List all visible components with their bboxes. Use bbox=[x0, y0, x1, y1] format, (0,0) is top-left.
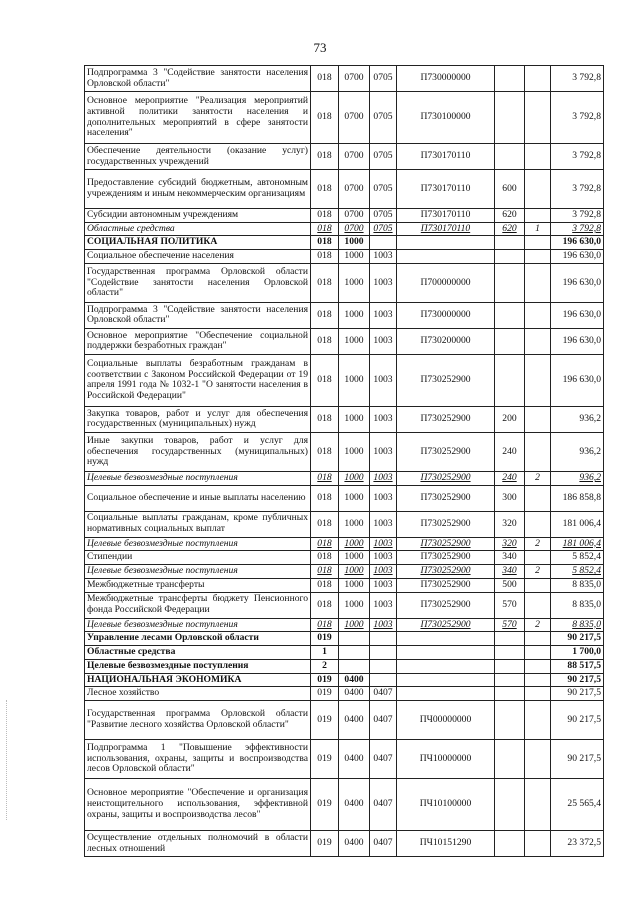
row-podrazdel bbox=[370, 659, 397, 673]
row-target-article: П730170110 bbox=[397, 144, 495, 170]
row-target-article: ПЧ00000000 bbox=[397, 701, 495, 740]
row-name: Межбюджетные трансферты бюджету Пенсионного фонда Российской Федерации bbox=[85, 592, 311, 618]
row-target-article: П730252900 bbox=[397, 618, 495, 632]
row-glava: 018 bbox=[311, 432, 339, 471]
row-podrazdel: 0705 bbox=[370, 222, 397, 236]
row-amount: 3 792,8 bbox=[551, 66, 604, 92]
row-podrazdel: 0407 bbox=[370, 687, 397, 701]
row-razdel: 1000 bbox=[339, 406, 370, 432]
row-glava: 019 bbox=[311, 632, 339, 646]
table-row bbox=[85, 551, 604, 565]
row-source-code bbox=[525, 511, 551, 537]
row-name: Целевые безвозмездные поступления bbox=[85, 659, 311, 673]
row-razdel: 1000 bbox=[339, 250, 370, 264]
row-razdel: 1000 bbox=[339, 592, 370, 618]
row-razdel: 1000 bbox=[339, 565, 370, 579]
row-glava: 018 bbox=[311, 565, 339, 579]
row-expense-type bbox=[495, 302, 525, 328]
row-target-article: П730252900 bbox=[397, 432, 495, 471]
row-podrazdel: 1003 bbox=[370, 250, 397, 264]
row-podrazdel: 0407 bbox=[370, 701, 397, 740]
row-name: Иные закупки товаров, работ и услуг для обеспечения государственных (муниципальных) нужд bbox=[85, 432, 311, 471]
row-podrazdel bbox=[370, 632, 397, 646]
row-razdel: 1000 bbox=[339, 511, 370, 537]
row-amount: 8 835,0 bbox=[551, 618, 604, 632]
table-row bbox=[85, 209, 604, 223]
row-expense-type bbox=[495, 66, 525, 92]
row-expense-type bbox=[495, 263, 525, 302]
row-razdel: 0400 bbox=[339, 779, 370, 831]
row-expense-type: 300 bbox=[495, 485, 525, 511]
row-amount: 196 630,0 bbox=[551, 250, 604, 264]
row-razdel: 0700 bbox=[339, 222, 370, 236]
row-glava: 018 bbox=[311, 170, 339, 209]
row-razdel: 1000 bbox=[339, 618, 370, 632]
row-target-article: П730252900 bbox=[397, 537, 495, 551]
budget-table-body bbox=[85, 66, 604, 857]
row-podrazdel: 0407 bbox=[370, 831, 397, 857]
row-target-article bbox=[397, 250, 495, 264]
row-podrazdel: 1003 bbox=[370, 551, 397, 565]
row-razdel: 0400 bbox=[339, 740, 370, 779]
row-source-code bbox=[525, 406, 551, 432]
table-row bbox=[85, 328, 604, 354]
row-expense-type bbox=[495, 659, 525, 673]
row-amount: 90 217,5 bbox=[551, 632, 604, 646]
margin-artifact bbox=[6, 700, 11, 820]
row-glava: 019 bbox=[311, 831, 339, 857]
row-name: Межбюджетные трансферты bbox=[85, 578, 311, 592]
table-row bbox=[85, 92, 604, 144]
row-podrazdel: 1003 bbox=[370, 485, 397, 511]
table-row bbox=[85, 537, 604, 551]
row-source-code bbox=[525, 779, 551, 831]
row-glava: 018 bbox=[311, 66, 339, 92]
row-expense-type: 200 bbox=[495, 406, 525, 432]
row-glava: 018 bbox=[311, 250, 339, 264]
row-expense-type: 570 bbox=[495, 592, 525, 618]
row-target-article: П730200000 bbox=[397, 328, 495, 354]
row-amount: 936,2 bbox=[551, 471, 604, 485]
row-podrazdel: 0407 bbox=[370, 779, 397, 831]
row-name: Государственная программа Орловской области "Развитие лесного хозяйства Орловской области" bbox=[85, 701, 311, 740]
table-row bbox=[85, 471, 604, 485]
row-razdel: 0700 bbox=[339, 170, 370, 209]
row-source-code bbox=[525, 485, 551, 511]
row-podrazdel: 0705 bbox=[370, 66, 397, 92]
row-name: Основное мероприятие "Реализация мероприятий активной политики занятости населения и дополнительных мероприятий в сфере занятости населения" bbox=[85, 92, 311, 144]
row-podrazdel bbox=[370, 673, 397, 687]
row-target-article: ПЧ10151290 bbox=[397, 831, 495, 857]
row-expense-type: 620 bbox=[495, 209, 525, 223]
row-podrazdel: 1003 bbox=[370, 578, 397, 592]
row-glava: 018 bbox=[311, 471, 339, 485]
row-source-code bbox=[525, 432, 551, 471]
row-amount: 181 006,4 bbox=[551, 511, 604, 537]
row-amount: 3 792,8 bbox=[551, 170, 604, 209]
row-source-code: 2 bbox=[525, 471, 551, 485]
row-amount: 936,2 bbox=[551, 406, 604, 432]
row-expense-type bbox=[495, 740, 525, 779]
row-amount: 25 565,4 bbox=[551, 779, 604, 831]
row-source-code bbox=[525, 646, 551, 660]
table-row bbox=[85, 673, 604, 687]
row-source-code bbox=[525, 687, 551, 701]
row-target-article bbox=[397, 646, 495, 660]
row-target-article: П700000000 bbox=[397, 263, 495, 302]
row-target-article: П730252900 bbox=[397, 406, 495, 432]
row-source-code: 2 bbox=[525, 565, 551, 579]
row-target-article bbox=[397, 632, 495, 646]
row-amount: 1 700,0 bbox=[551, 646, 604, 660]
row-razdel: 1000 bbox=[339, 485, 370, 511]
row-source-code bbox=[525, 701, 551, 740]
row-name: Целевые безвозмездные поступления bbox=[85, 537, 311, 551]
row-podrazdel: 0705 bbox=[370, 144, 397, 170]
table-row bbox=[85, 618, 604, 632]
row-name: Управление лесами Орловской области bbox=[85, 632, 311, 646]
row-expense-type: 340 bbox=[495, 551, 525, 565]
row-name: Целевые безвозмездные поступления bbox=[85, 618, 311, 632]
row-expense-type: 600 bbox=[495, 170, 525, 209]
row-expense-type bbox=[495, 646, 525, 660]
row-source-code: 2 bbox=[525, 537, 551, 551]
row-razdel: 0400 bbox=[339, 831, 370, 857]
row-amount: 90 217,5 bbox=[551, 687, 604, 701]
table-row bbox=[85, 406, 604, 432]
row-amount: 196 630,0 bbox=[551, 263, 604, 302]
row-target-article: ПЧ10000000 bbox=[397, 740, 495, 779]
row-amount: 8 835,0 bbox=[551, 592, 604, 618]
row-target-article: П730252900 bbox=[397, 565, 495, 579]
row-source-code bbox=[525, 632, 551, 646]
row-name: Подпрограмма 3 "Содействие занятости населения Орловской области" bbox=[85, 302, 311, 328]
row-target-article bbox=[397, 673, 495, 687]
table-row bbox=[85, 485, 604, 511]
row-expense-type bbox=[495, 831, 525, 857]
row-razdel: 1000 bbox=[339, 354, 370, 406]
row-target-article: П730252900 bbox=[397, 471, 495, 485]
row-target-article: П730252900 bbox=[397, 551, 495, 565]
row-podrazdel: 1003 bbox=[370, 263, 397, 302]
row-glava: 018 bbox=[311, 485, 339, 511]
row-amount: 90 217,5 bbox=[551, 740, 604, 779]
row-target-article bbox=[397, 236, 495, 250]
row-razdel: 1000 bbox=[339, 537, 370, 551]
row-amount: 90 217,5 bbox=[551, 673, 604, 687]
table-row bbox=[85, 263, 604, 302]
table-row bbox=[85, 831, 604, 857]
row-expense-type bbox=[495, 673, 525, 687]
table-row bbox=[85, 236, 604, 250]
row-glava: 018 bbox=[311, 92, 339, 144]
row-glava: 018 bbox=[311, 578, 339, 592]
row-expense-type bbox=[495, 632, 525, 646]
row-podrazdel: 1003 bbox=[370, 328, 397, 354]
row-podrazdel: 1003 bbox=[370, 618, 397, 632]
row-glava: 018 bbox=[311, 209, 339, 223]
row-source-code bbox=[525, 354, 551, 406]
row-name: Целевые безвозмездные поступления bbox=[85, 471, 311, 485]
row-name: Основное мероприятие "Обеспечение и организация неистощительного использования, эффективной охраны, защиты и воспроизводства лесов" bbox=[85, 779, 311, 831]
row-name: Основное мероприятие "Обеспечение социальной поддержки безработных граждан" bbox=[85, 328, 311, 354]
row-target-article: П730252900 bbox=[397, 578, 495, 592]
row-name: Областные средства bbox=[85, 222, 311, 236]
row-expense-type: 340 bbox=[495, 565, 525, 579]
row-glava: 018 bbox=[311, 511, 339, 537]
row-podrazdel: 0705 bbox=[370, 92, 397, 144]
row-target-article: ПЧ10100000 bbox=[397, 779, 495, 831]
row-expense-type bbox=[495, 779, 525, 831]
row-podrazdel: 0407 bbox=[370, 740, 397, 779]
row-razdel: 1000 bbox=[339, 236, 370, 250]
row-source-code bbox=[525, 578, 551, 592]
row-glava: 018 bbox=[311, 406, 339, 432]
row-glava: 018 bbox=[311, 354, 339, 406]
row-razdel: 0400 bbox=[339, 673, 370, 687]
row-amount: 936,2 bbox=[551, 432, 604, 471]
row-source-code bbox=[525, 831, 551, 857]
row-name: Обеспечение деятельности (оказание услуг) государственных учреждений bbox=[85, 144, 311, 170]
row-source-code bbox=[525, 673, 551, 687]
row-name: СОЦИАЛЬНАЯ ПОЛИТИКА bbox=[85, 236, 311, 250]
row-source-code bbox=[525, 328, 551, 354]
row-source-code bbox=[525, 170, 551, 209]
row-amount: 3 792,8 bbox=[551, 209, 604, 223]
row-razdel: 0700 bbox=[339, 144, 370, 170]
row-amount: 196 630,0 bbox=[551, 328, 604, 354]
row-podrazdel: 1003 bbox=[370, 471, 397, 485]
row-razdel: 1000 bbox=[339, 551, 370, 565]
row-amount: 196 630,0 bbox=[551, 354, 604, 406]
row-glava: 018 bbox=[311, 618, 339, 632]
table-row bbox=[85, 354, 604, 406]
row-expense-type: 320 bbox=[495, 537, 525, 551]
row-razdel: 0400 bbox=[339, 687, 370, 701]
row-expense-type: 500 bbox=[495, 578, 525, 592]
row-expense-type: 320 bbox=[495, 511, 525, 537]
row-podrazdel: 0705 bbox=[370, 209, 397, 223]
table-row bbox=[85, 578, 604, 592]
row-amount: 186 858,8 bbox=[551, 485, 604, 511]
row-amount: 3 792,8 bbox=[551, 92, 604, 144]
row-source-code bbox=[525, 740, 551, 779]
row-glava: 019 bbox=[311, 701, 339, 740]
row-glava: 018 bbox=[311, 551, 339, 565]
table-row bbox=[85, 170, 604, 209]
table-row bbox=[85, 144, 604, 170]
row-source-code bbox=[525, 66, 551, 92]
table-row bbox=[85, 592, 604, 618]
row-glava: 019 bbox=[311, 673, 339, 687]
row-name: Лесное хозяйство bbox=[85, 687, 311, 701]
row-target-article: П730170110 bbox=[397, 170, 495, 209]
row-name: Государственная программа Орловской области "Содействие занятости населения Орловской области" bbox=[85, 263, 311, 302]
row-podrazdel: 0705 bbox=[370, 170, 397, 209]
row-source-code bbox=[525, 92, 551, 144]
table-row bbox=[85, 432, 604, 471]
row-source-code bbox=[525, 236, 551, 250]
row-target-article: П730170110 bbox=[397, 222, 495, 236]
row-glava: 2 bbox=[311, 659, 339, 673]
row-amount: 5 852,4 bbox=[551, 551, 604, 565]
table-row bbox=[85, 740, 604, 779]
row-razdel bbox=[339, 646, 370, 660]
row-target-article: П730252900 bbox=[397, 511, 495, 537]
row-name: Целевые безвозмездные поступления bbox=[85, 565, 311, 579]
row-razdel: 0700 bbox=[339, 209, 370, 223]
row-podrazdel bbox=[370, 236, 397, 250]
row-source-code bbox=[525, 209, 551, 223]
row-razdel: 1000 bbox=[339, 302, 370, 328]
row-source-code bbox=[525, 263, 551, 302]
table-row bbox=[85, 779, 604, 831]
table-row bbox=[85, 302, 604, 328]
row-podrazdel: 1003 bbox=[370, 354, 397, 406]
row-podrazdel: 1003 bbox=[370, 592, 397, 618]
row-amount: 181 006,4 bbox=[551, 537, 604, 551]
table-row bbox=[85, 250, 604, 264]
row-glava: 018 bbox=[311, 222, 339, 236]
row-podrazdel: 1003 bbox=[370, 302, 397, 328]
row-expense-type bbox=[495, 701, 525, 740]
row-source-code bbox=[525, 302, 551, 328]
row-name: НАЦИОНАЛЬНАЯ ЭКОНОМИКА bbox=[85, 673, 311, 687]
table-row bbox=[85, 659, 604, 673]
table-row bbox=[85, 222, 604, 236]
row-source-code bbox=[525, 144, 551, 170]
row-amount: 5 852,4 bbox=[551, 565, 604, 579]
row-name: Социальное обеспечение населения bbox=[85, 250, 311, 264]
row-glava: 019 bbox=[311, 687, 339, 701]
row-target-article bbox=[397, 659, 495, 673]
row-expense-type bbox=[495, 687, 525, 701]
row-source-code bbox=[525, 592, 551, 618]
row-amount: 3 792,8 bbox=[551, 144, 604, 170]
row-source-code bbox=[525, 659, 551, 673]
row-target-article: П730252900 bbox=[397, 592, 495, 618]
row-name: Предоставление субсидий бюджетным, автономным учреждениям и иным некоммерческим организациям bbox=[85, 170, 311, 209]
row-razdel: 1000 bbox=[339, 328, 370, 354]
row-source-code bbox=[525, 250, 551, 264]
row-name: Социальные выплаты безработным гражданам в соответствии с Законом Российской Федерации от 19 апреля 1991 года № 1032-1 "О занятости населения в Российской Федерации" bbox=[85, 354, 311, 406]
row-razdel: 1000 bbox=[339, 432, 370, 471]
table-row bbox=[85, 687, 604, 701]
row-glava: 018 bbox=[311, 263, 339, 302]
row-amount: 90 217,5 bbox=[551, 701, 604, 740]
row-expense-type: 240 bbox=[495, 432, 525, 471]
row-razdel bbox=[339, 659, 370, 673]
row-expense-type bbox=[495, 236, 525, 250]
row-name: Подпрограмма 3 "Содействие занятости населения Орловской области" bbox=[85, 66, 311, 92]
row-target-article: П730000000 bbox=[397, 66, 495, 92]
row-expense-type bbox=[495, 328, 525, 354]
row-glava: 018 bbox=[311, 144, 339, 170]
row-glava: 1 bbox=[311, 646, 339, 660]
row-name: Закупка товаров, работ и услуг для обеспечения государственных (муниципальных) нужд bbox=[85, 406, 311, 432]
page-number: 73 bbox=[313, 40, 327, 55]
budget-table bbox=[84, 65, 604, 857]
row-name: Областные средства bbox=[85, 646, 311, 660]
row-glava: 018 bbox=[311, 537, 339, 551]
table-row bbox=[85, 565, 604, 579]
row-expense-type bbox=[495, 354, 525, 406]
row-target-article: П730252900 bbox=[397, 485, 495, 511]
row-name: Подпрограмма 1 "Повышение эффективности использования, охраны, защиты и воспроизводства лесов Орловской области" bbox=[85, 740, 311, 779]
row-name: Социальное обеспечение и иные выплаты населению bbox=[85, 485, 311, 511]
row-amount: 8 835,0 bbox=[551, 578, 604, 592]
row-podrazdel bbox=[370, 646, 397, 660]
row-source-code bbox=[525, 551, 551, 565]
row-name: Осуществление отдельных полномочий в области лесных отношений bbox=[85, 831, 311, 857]
table-row bbox=[85, 701, 604, 740]
row-name: Субсидии автономным учреждениям bbox=[85, 209, 311, 223]
row-name: Социальные выплаты гражданам, кроме публичных нормативных социальных выплат bbox=[85, 511, 311, 537]
row-amount: 196 630,0 bbox=[551, 236, 604, 250]
table-row bbox=[85, 66, 604, 92]
table-row bbox=[85, 511, 604, 537]
row-source-code: 2 bbox=[525, 618, 551, 632]
row-podrazdel: 1003 bbox=[370, 537, 397, 551]
row-source-code: 1 bbox=[525, 222, 551, 236]
row-expense-type: 240 bbox=[495, 471, 525, 485]
row-glava: 018 bbox=[311, 302, 339, 328]
row-razdel: 0700 bbox=[339, 66, 370, 92]
row-glava: 019 bbox=[311, 779, 339, 831]
row-expense-type bbox=[495, 144, 525, 170]
row-expense-type: 620 bbox=[495, 222, 525, 236]
row-podrazdel: 1003 bbox=[370, 432, 397, 471]
row-razdel: 0700 bbox=[339, 92, 370, 144]
row-podrazdel: 1003 bbox=[370, 511, 397, 537]
row-amount: 88 517,5 bbox=[551, 659, 604, 673]
row-razdel bbox=[339, 632, 370, 646]
row-target-article: П730000000 bbox=[397, 302, 495, 328]
row-target-article: П730170110 bbox=[397, 209, 495, 223]
row-podrazdel: 1003 bbox=[370, 565, 397, 579]
row-target-article: П730252900 bbox=[397, 354, 495, 406]
row-glava: 019 bbox=[311, 740, 339, 779]
row-razdel: 0400 bbox=[339, 701, 370, 740]
table-row bbox=[85, 632, 604, 646]
row-amount: 3 792,8 bbox=[551, 222, 604, 236]
row-expense-type bbox=[495, 250, 525, 264]
row-glava: 018 bbox=[311, 328, 339, 354]
row-podrazdel: 1003 bbox=[370, 406, 397, 432]
row-amount: 23 372,5 bbox=[551, 831, 604, 857]
row-expense-type: 570 bbox=[495, 618, 525, 632]
row-amount: 196 630,0 bbox=[551, 302, 604, 328]
table-row bbox=[85, 646, 604, 660]
row-name: Стипендии bbox=[85, 551, 311, 565]
row-expense-type bbox=[495, 92, 525, 144]
row-glava: 018 bbox=[311, 592, 339, 618]
row-target-article: П730100000 bbox=[397, 92, 495, 144]
row-glava: 018 bbox=[311, 236, 339, 250]
row-razdel: 1000 bbox=[339, 471, 370, 485]
row-target-article bbox=[397, 687, 495, 701]
row-razdel: 1000 bbox=[339, 578, 370, 592]
row-razdel: 1000 bbox=[339, 263, 370, 302]
